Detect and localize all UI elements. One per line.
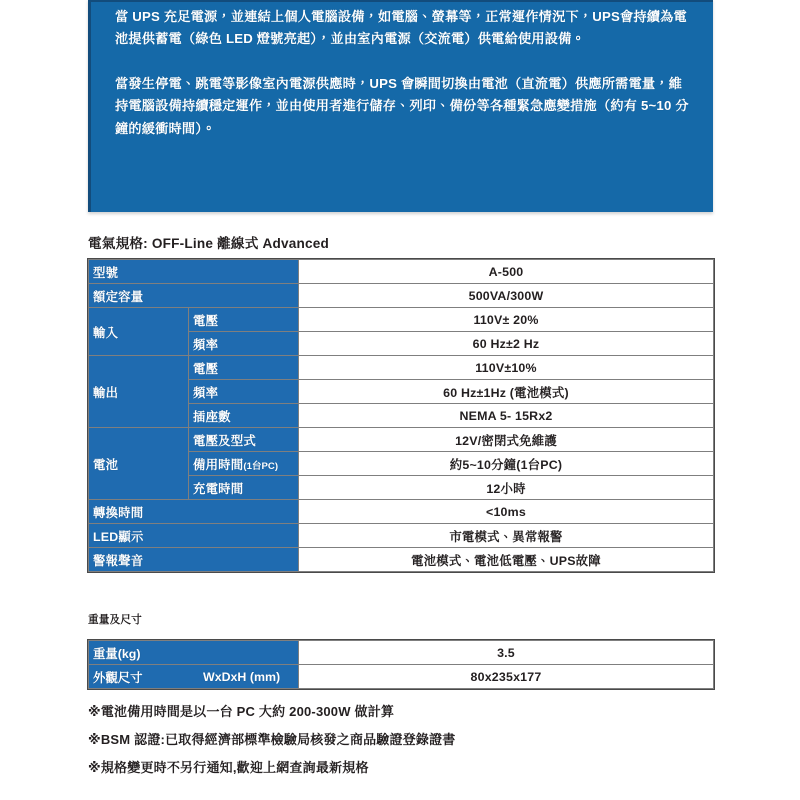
dimensions-label-unit: WxDxH (mm) xyxy=(203,669,281,684)
row-label-dimensions xyxy=(89,665,299,689)
row-sublabel-output-outlets: 插座數 xyxy=(189,404,299,428)
row-value-output-outlets: NEMA 5- 15Rx2 xyxy=(299,404,714,428)
row-sublabel-input-frequency: 頻率 xyxy=(189,332,299,356)
table-row xyxy=(89,308,714,332)
row-sublabel-battery-charge-time: 充電時間 xyxy=(189,476,299,500)
footnote-spec-change: ※規格變更時不另行通知,歡迎上網查詢最新規格 xyxy=(88,760,369,775)
row-label-model: 型號 xyxy=(89,260,299,284)
row-value-alarm-sound: 電池模式、電池低電壓、UPS故障 xyxy=(299,548,714,572)
footnote-bsm-certification: ※BSM 認證:已取得經濟部標準檢驗局核發之商品驗證登錄證書 xyxy=(88,732,456,747)
row-value-battery-backup-time: 約5~10分鐘(1台PC) xyxy=(299,452,714,476)
table-row xyxy=(89,500,714,524)
dimension-table xyxy=(88,640,714,689)
row-label-alarm-sound: 警報聲音 xyxy=(89,548,299,572)
row-sublabel-battery-backup-time xyxy=(189,452,299,476)
row-value-battery-charge-time: 12小時 xyxy=(299,476,714,500)
row-label-transfer-time: 轉換時間 xyxy=(89,500,299,524)
footnote-battery-runtime: ※電池備用時間是以一台 PC 大約 200-300W 做計算 xyxy=(88,704,395,719)
row-group-label-input: 輸入 xyxy=(89,308,189,356)
spec-section-title: 電氣規格: OFF-Line 離線式 Advanced xyxy=(88,236,330,251)
row-sublabel-battery-type: 電壓及型式 xyxy=(189,428,299,452)
weight-label-text: 重量(kg) xyxy=(93,646,141,661)
table-row xyxy=(89,260,714,284)
row-value-output-voltage: 110V±10% xyxy=(299,356,714,380)
row-sublabel-output-voltage: 電壓 xyxy=(189,356,299,380)
row-value-battery-type: 12V/密閉式免維護 xyxy=(299,428,714,452)
row-sublabel-output-frequency: 頻率 xyxy=(189,380,299,404)
row-value-weight: 3.5 xyxy=(299,641,714,665)
sublabel-text: 備用時間 xyxy=(193,457,244,472)
row-value-model: A-500 xyxy=(299,260,714,284)
row-value-transfer-time: <10ms xyxy=(299,500,714,524)
intro-paragraph-1: 當 UPS 充足電源，並連結上個人電腦設備，如電腦、螢幕等，正常運作情況下，UPS會持續為電池提供蓄電（綠色 LED 燈號亮起），並由室內電源（交流電）供電給使用設備。 xyxy=(115,9,687,47)
table-row xyxy=(89,665,714,689)
footnotes xyxy=(88,698,728,782)
sublabel-qualifier: (1台PC) xyxy=(243,460,279,472)
row-label-led-display: LED顯示 xyxy=(89,524,299,548)
table-row xyxy=(89,641,714,665)
row-group-label-battery: 電池 xyxy=(89,428,189,500)
row-sublabel-input-voltage: 電壓 xyxy=(189,308,299,332)
row-value-output-frequency: 60 Hz±1Hz (電池模式) xyxy=(299,380,714,404)
row-group-label-output: 輸出 xyxy=(89,356,189,428)
row-value-capacity: 500VA/300W xyxy=(299,284,714,308)
table-row xyxy=(89,356,714,380)
intro-banner xyxy=(88,0,713,212)
electrical-spec-table xyxy=(88,259,714,572)
row-value-input-frequency: 60 Hz±2 Hz xyxy=(299,332,714,356)
row-value-input-voltage: 110V± 20% xyxy=(299,308,714,332)
table-row xyxy=(89,428,714,452)
row-value-led-display: 市電模式、異常報警 xyxy=(299,524,714,548)
table-row xyxy=(89,524,714,548)
table-row xyxy=(89,284,714,308)
row-label-capacity: 額定容量 xyxy=(89,284,299,308)
dimensions-label-text: 外觀尺寸 xyxy=(93,670,143,685)
intro-paragraph-2: 當發生停電、跳電等影像室內電源供應時，UPS 會瞬間切換由電池（直流電）供應所需電量，維持電腦設備持續穩定運作，並由使用者進行儲存、列印、備份等各種緊急應變措施（約有 5~10 分鐘的緩衝時間）。 xyxy=(115,75,689,136)
table-row xyxy=(89,548,714,572)
row-label-weight xyxy=(89,641,299,665)
dimension-section-title: 重量及尺寸 xyxy=(88,614,142,626)
row-value-dimensions: 80x235x177 xyxy=(299,665,714,689)
